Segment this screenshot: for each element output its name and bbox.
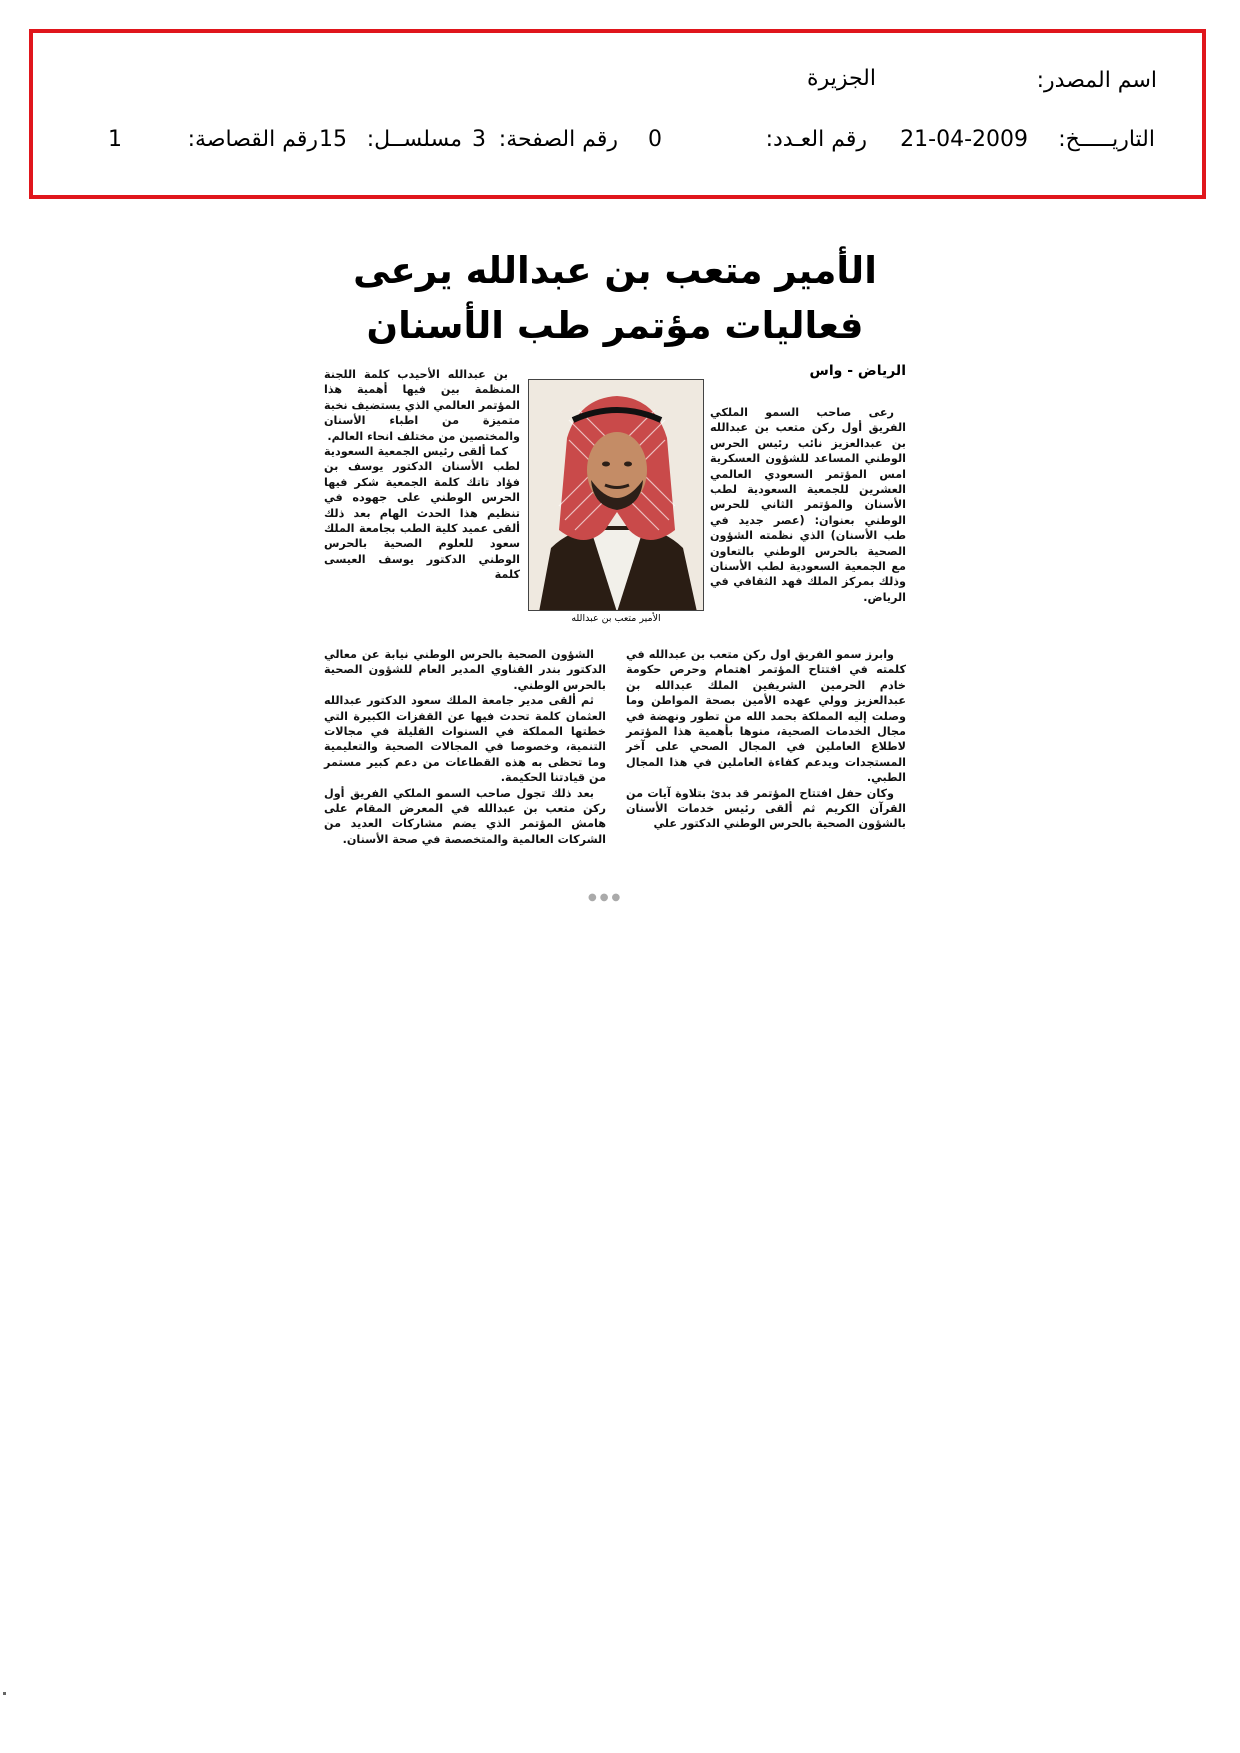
headline-line-1: الأمير متعب بن عبدالله يرعى xyxy=(353,249,877,292)
article-end-marks: ●●● xyxy=(588,892,624,903)
serial-value: 15 xyxy=(319,127,347,152)
serial-label: مسلســل: xyxy=(366,127,462,152)
source-label: اسم المصدر: xyxy=(1036,68,1157,93)
clip-number-value: 1 xyxy=(108,127,122,152)
prince-photo xyxy=(528,379,704,611)
photo-caption: الأمير متعب بن عبدالله xyxy=(571,613,661,624)
date-value: 21-04-2009 xyxy=(900,127,1028,152)
paragraph: ثم ألقى مدير جامعة الملك سعود الدكتور عبدالله العثمان كلمة تحدث فيها عن القفزات الكبيرة التي خطتها المملكة في السنوات القليلة في مجالات التنمية، وخصوصا في المجالات الصحية والتعليمية وما تحظى به هذه القطاعات من دعم كبير مستمر من قيادتنا الحكيمة. xyxy=(324,694,606,785)
issue-value: 0 xyxy=(648,127,662,152)
article-column-left-top xyxy=(324,367,520,583)
paragraph: الشؤون الصحية بالحرس الوطني نيابة عن معالي الدكتور بندر القناوي المدير العام للشؤون الصحية بالحرس الوطني. xyxy=(324,648,606,692)
page-label: رقم الصفحة: xyxy=(498,127,618,152)
clipping-header-box xyxy=(29,29,1206,199)
paragraph: وكان حفل افتتاح المؤتمر قد بدئ بتلاوة آيات من القرآن الكريم ثم ألقى رئيس خدمات الأسنان بالشؤون الصحية بالحرس الوطني الدكتور علي xyxy=(626,786,906,831)
source-value: الجزيرة xyxy=(807,66,876,91)
dateline: الرياض - واس xyxy=(809,363,906,379)
news-clipping xyxy=(320,245,910,905)
date-label: التاريـــــخ: xyxy=(1058,127,1155,152)
paragraph: رعى صاحب السمو الملكي الفريق أول ركن متعب بن عبدالله بن عبدالعزيز نائب رئيس الحرس الوطني المساعد للشؤون العسكرية امس المؤتمر السعودي العالمي العشرين للجمعية السعودية لطب الأسنان والمؤتمر الثاني للحرس الوطني بعنوان: (عصر جديد في طب الأسنان) الذي نظمته الشؤون الصحية بالحرس الوطني بالتعاون مع الجمعية السعودية لطب الأسنان وذلك بمركز الملك فهد الثقافي في الرياض. xyxy=(710,406,906,604)
clip-number-label: رقم القصاصة: xyxy=(187,127,318,152)
paragraph: وابرز سمو الفريق اول ركن متعب بن عبدالله في كلمته في افتتاح المؤتمر اهتمام وحرص حكومة خادم الحرمين الشريفين الملك عبدالله بن عبدالعزيز وولي عهده الأمين بصحة المواطن وما وصلت إليه المملكة بحمد الله من تطور ونهضة في مجال الخدمات الصحية، منوها بأهمية هذا المؤتمر لاطلاع العاملين في المجال الصحي على آخر المستجدات ويدعم كفاءة العاملين في هذا المجال الطبي. xyxy=(626,648,906,785)
page-value: 3 xyxy=(472,127,486,152)
issue-label: رقم العـدد: xyxy=(765,127,867,152)
paragraph: بن عبدالله الأحيدب كلمة اللجنة المنظمة بين فيها أهمية هذا المؤتمر العالمي الذي يستضيف نخبة متميزة من اطباء الأسنان والمختصين من مختلف انحاء العالم. xyxy=(324,368,520,443)
article-column-left-bottom xyxy=(324,647,606,847)
article-column-right-top xyxy=(710,405,906,605)
paragraph: بعد ذلك تجول صاحب السمو الملكي الفريق أول ركن متعب بن عبدالله في المعرض المقام على هامش المؤتمر الذي يضم مشاركات العديد من الشركات العالمية والمتخصصة في صحة الأسنان. xyxy=(324,786,606,846)
article-column-right-bottom xyxy=(626,647,906,832)
headline-line-2: فعاليات مؤتمر طب الأسنان xyxy=(366,304,864,347)
paragraph: كما ألقى رئيس الجمعية السعودية لطب الأسنان الدكتور يوسف بن فؤاد تاتك كلمة الجمعية شكر فيها الحرس الوطني على جهوده في تنظيم هذا الحدث الهام بعد ذلك ألقى عميد كلية الطب بجامعة الملك سعود للعلوم الصحية بالحرس الوطني الدكتور يوسف العيسى كلمة xyxy=(324,445,520,582)
portrait-image xyxy=(529,380,704,611)
scan-edge-mark xyxy=(3,1692,6,1695)
